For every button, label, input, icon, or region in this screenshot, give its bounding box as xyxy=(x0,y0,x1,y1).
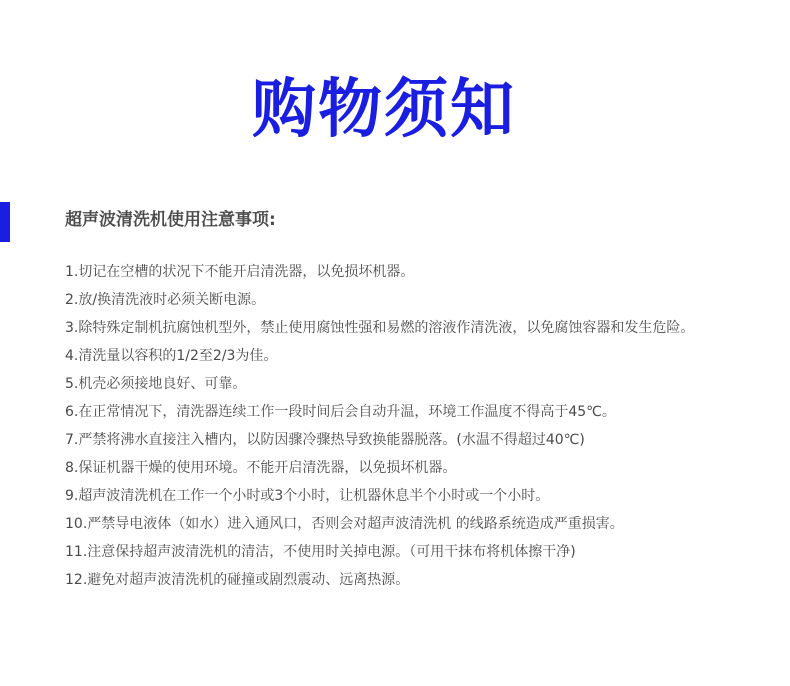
note-item-9: 9.超声波清洗机在工作一个小时或3个小时，让机器休息半个小时或一个小时。 xyxy=(65,488,550,504)
note-item-7: 7.严禁将沸水直接注入槽内，以防因骤冷骤热导致换能器脱落。(水温不得超过40℃) xyxy=(65,432,585,448)
note-item-11: 11.注意保持超声波清洗机的清洁，不使用时关掉电源。（可用干抹布将机体擦干净) xyxy=(65,544,576,560)
accent-bar xyxy=(0,202,10,242)
note-item-2: 2.放/换清洗液时必须关断电源。 xyxy=(65,292,266,308)
note-item-8: 8.保证机器干燥的使用环境。不能开启清洗器，以免损坏机器。 xyxy=(65,460,457,476)
note-item-12: 12.避免对超声波清洗机的碰撞或剧烈震动、远离热源。 xyxy=(65,572,410,588)
notes-list xyxy=(65,258,725,594)
page-title: 购物须知 xyxy=(252,73,516,147)
section-heading: 超声波清洗机使用注意事项: xyxy=(65,210,276,230)
note-item-5: 5.机壳必须接地良好、可靠。 xyxy=(65,376,247,392)
note-item-3: 3.除特殊定制机抗腐蚀机型外，禁止使用腐蚀性强和易燃的溶液作清洗液，以免腐蚀容器和发生危险。 xyxy=(65,320,695,336)
note-item-1: 1.切记在空槽的状况下不能开启清洗器，以免损坏机器。 xyxy=(65,264,415,280)
note-item-4: 4.清洗量以容积的1/2至2/3为佳。 xyxy=(65,348,278,364)
note-item-10: 10.严禁导电液体（如水）进入通风口，否则会对超声波清洗机 的线路系统造成严重损害。 xyxy=(65,516,624,532)
note-item-6: 6.在正常情况下，清洗器连续工作一段时间后会自动升温，环境工作温度不得高于45℃。 xyxy=(65,404,616,420)
